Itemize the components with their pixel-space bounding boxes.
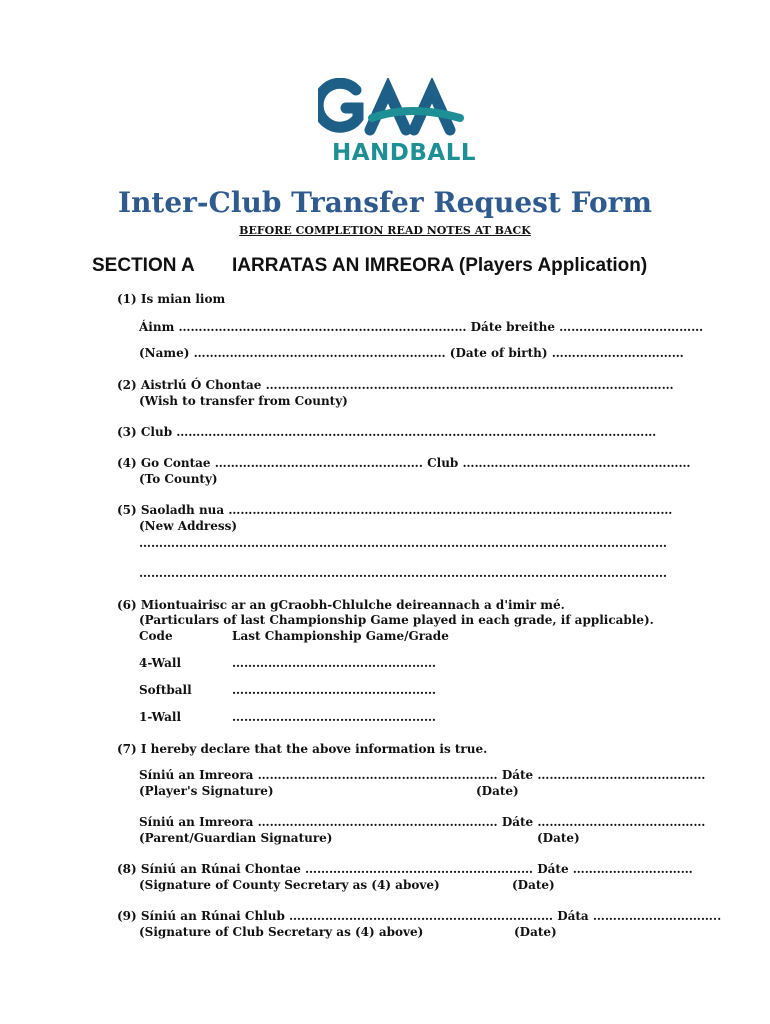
gaa-handball-logo [318,78,478,168]
form-subtitle: BEFORE COMPLETION READ NOTES AT BACK [239,224,531,237]
q2-sub: (Wish to transfer from County) [139,394,348,408]
q3-club-field[interactable]: (3) Club ………………………………………………………………………………………………………… [117,425,657,439]
q6-row-field[interactable]: …………………………………………… [232,710,436,724]
q1-name-field[interactable]: (Name) ……………………………………………………… (Date of birth) …………………………… [139,346,684,360]
q7-player-signature-field[interactable]: Síniú an Imreora …………………………………………………… Dáte …………………………………… [139,768,706,782]
q1-ainm-field[interactable]: Áinm ……………………………………………………………… Dáte breithe ……………………………… [139,320,704,334]
q6-row-code: Softball [139,683,192,697]
q6-code-header: Code [139,629,173,643]
q7-guardian-signature-field[interactable]: Síniú an Imreora …………………………………………………… Dáte …………………………………… [139,815,706,829]
q1-label: (1) Is mian liom [117,292,226,306]
q6-label: (6) Miontuairisc ar an gCraobh-Chlulche deireannach a d'imir mé. [117,598,565,612]
section-heading: IARRATAS AN IMREORA (Players Application) [232,255,648,276]
q5-address-field[interactable]: (5) Saoladh nua ………………………………………………………………………………………………… [117,503,673,517]
q7-date-label: (Date) [476,784,519,798]
q5-address-line-1[interactable]: …………………………………………………………………………………………………………………… [139,536,667,550]
form-title: Inter-Club Transfer Request Form [117,186,653,219]
q7-declaration: (7) I hereby declare that the above information is true. [117,742,488,756]
q7-date-label: (Date) [537,831,580,845]
q6-sub: (Particulars of last Championship Game played in each grade, if applicable). [139,613,654,627]
gaa-logo-mark [318,78,478,140]
q9-club-secretary-field[interactable]: (9) Síniú an Rúnai Chlub ………………………………………………………… Dáta ………………………….. [117,909,722,923]
q8-sub: (Signature of County Secretary as (4) above) [139,878,440,892]
q7-guardian-signature-label: (Parent/Guardian Signature) [139,831,333,845]
q6-row-code: 1-Wall [139,710,181,724]
q4-county-club-field[interactable]: (4) Go Contae ……………………………………………. Club ………………………………………………… [117,456,691,470]
q5-address-line-2[interactable]: …………………………………………………………………………………………………………………… [139,566,667,580]
q6-row-field[interactable]: …………………………………………… [232,656,436,670]
q6-game-header: Last Championship Game/Grade [232,629,449,643]
q2-county-from-field[interactable]: (2) Aistrlú Ó Chontae ………………………………………………………………………………………… [117,378,674,392]
q8-county-secretary-field[interactable]: (8) Síniú an Rúnai Chontae ………………………………………………… Dáte ………………………… [117,862,693,876]
q7-player-signature-label: (Player's Signature) [139,784,274,798]
q9-date-label: (Date) [514,925,557,939]
q5-sub: (New Address) [139,519,238,533]
q9-sub: (Signature of Club Secretary as (4) above) [139,925,424,939]
q6-row-field[interactable]: …………………………………………… [232,683,436,697]
logo-text: HANDBALL [332,140,477,166]
section-label: SECTION A [92,255,195,276]
q8-date-label: (Date) [512,878,555,892]
q6-row-code: 4-Wall [139,656,181,670]
q4-sub: (To County) [139,472,218,486]
